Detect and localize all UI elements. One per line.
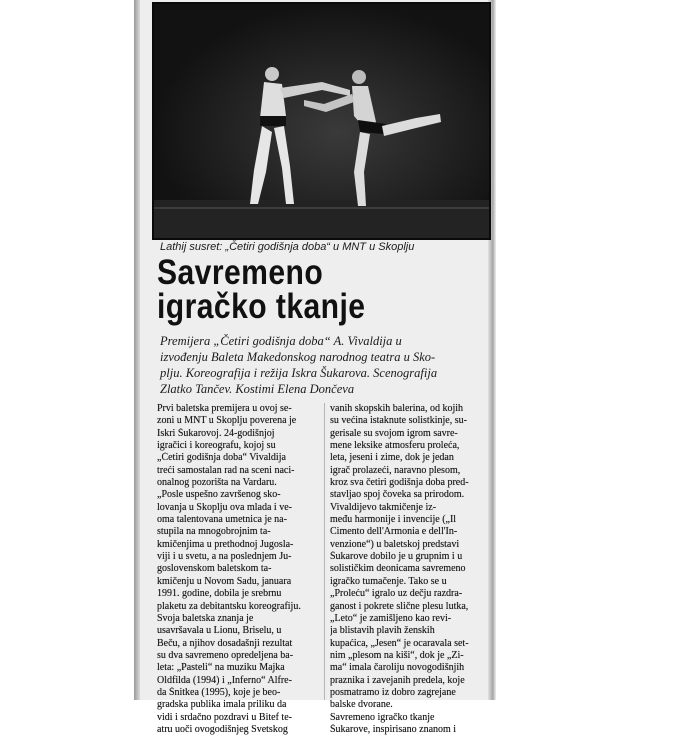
text-line: kroz sva četiri godišnja doba pred- (330, 477, 469, 489)
photo-caption: Lathij susret: „Četiri godišnja doba“ u MNT u Skoplju (160, 241, 415, 253)
text-line: među harmonije i invencije („Il (330, 514, 457, 526)
text-line: Šukarove dobilo je u grupnim i u (330, 551, 463, 563)
headline-line: igračko tkanje (157, 287, 366, 326)
text-line: „Posle uspešno završenog sko- (157, 489, 281, 501)
text-line: Oldfilda (1994) i „Inferno“ Alfre- (157, 674, 292, 686)
article-column-right (330, 403, 490, 736)
text-line: kupaćica, „Jesen“ je ocaravala set- (330, 637, 469, 649)
text-line: praznika i zavejanih predela, koje (330, 674, 465, 686)
text-line: igrač prolazeći, naravno plesom, (330, 464, 461, 476)
text-line: su dva savremeno opredeljena ba- (157, 649, 294, 661)
text-line: usavršavala u Lionu, Briselu, u (157, 625, 282, 637)
lead-line: Zlatko Tančev. Kostimi Elena Dončeva (160, 382, 355, 396)
text-line: onalnog pozorišta na Vardaru. (157, 477, 277, 489)
text-line: kmičenjima u prethodnoj Jugosla- (157, 538, 294, 550)
text-line: balske dvorane. (330, 699, 393, 711)
text-line: zoni u MNT u Skoplju poverena je (157, 415, 297, 427)
text-line: Prvi baletska premijera u ovoj se- (157, 403, 292, 414)
text-line: vidi i srdačno pozdravi u Bitef te- (157, 711, 292, 723)
text-line: leta, jeseni i zime, dok je jedan (330, 452, 454, 464)
article-column-left (157, 403, 317, 736)
text-line: lovanja u Skoplju ova mlada i ve- (157, 501, 292, 513)
text-line: Savremeno igračko tkanje (330, 711, 435, 723)
text-line: 1991. godine, dobila je srebrnu (157, 588, 282, 600)
article-lead (160, 333, 490, 397)
text-line: Beču, a njihov dosadašnji rezultat (157, 637, 293, 649)
text-line: Šukarove, inspirisano znanom i (330, 723, 457, 735)
article-headline (157, 253, 449, 326)
text-line: „Proleću“ igralo uz dečju razdra- (330, 588, 463, 600)
text-line: viji i u svetu, a na poslednjem Ju- (157, 551, 292, 563)
text-line: stavljao spoj čoveka sa prirodom. (330, 489, 465, 501)
text-line: „Leto“ je zamišljeno kao revi- (330, 612, 452, 624)
text-line: da Šnitkea (1995), koje je beo- (157, 686, 281, 698)
text-line: igračici i koreografu, kojoj su (157, 440, 276, 452)
text-line: Svoja baletska znanja je (157, 612, 254, 624)
text-line: vanih skopskih balerina, od kojih (330, 403, 464, 414)
text-line: atru uoči ovogodišnjeg Svetskog (157, 723, 288, 735)
text-line: nim „plesom na kiši“, dok je „Zi- (330, 649, 464, 661)
text-line: ganost i pokrete slične plesu lutka, (330, 600, 469, 612)
text-line: solističkim deonicama savremeno (330, 563, 466, 575)
text-line: posmatramo iz dobro zagrejane (330, 686, 456, 698)
lead-line: plju. Koreografija i režija Iskra Šukarova. Scenografija (160, 366, 438, 380)
ballet-photo (152, 2, 491, 240)
text-line: su većina istaknute solistkinje, su- (330, 415, 467, 427)
lead-line: Premijera „Četiri godišnja doba“ A. Vivaldija u (160, 334, 402, 348)
text-line: stupila na mnogobrojnim ta- (157, 526, 271, 538)
text-line: kmičenju u Novom Sadu, januara (157, 575, 292, 587)
text-line: ma“ imala čaroliju novogodišnjih (330, 662, 465, 674)
column-divider (324, 403, 325, 700)
ballet-dancers-image (154, 4, 489, 238)
text-line: gradska publika imala priliku da (157, 699, 287, 711)
text-line: oma talentovana umetnica je na- (157, 514, 287, 526)
text-line: venzione“) u baletskoj predstavi (330, 538, 460, 550)
text-line: mene leksike atmosferu proleća, (330, 440, 460, 452)
text-line: Vivaldijevo takmičenje iz- (330, 501, 437, 513)
text-line: leta: „Pasteli“ na muziku Majka (157, 662, 285, 674)
text-line: gerisale su svojom igrom savre- (330, 427, 458, 439)
text-line: plaketu za debitantsku koreografiju. (157, 600, 301, 612)
text-line: Iskri Šukarovoj. 24-godišnjoj (157, 427, 275, 439)
text-line: „Četiri godišnja doba“ Vivaldija (157, 452, 286, 464)
text-line: treći samostalan rad na sceni naci- (157, 464, 295, 476)
text-line: igračko tumačenje. Tako se u (330, 575, 447, 587)
text-line: ja blistavih plavih ženskih (330, 625, 435, 637)
clipping-left-shadow (134, 0, 140, 700)
headline-line: Savremeno (157, 253, 324, 292)
lead-line: izvođenju Baleta Makedonskog narodnog teatra u Sko- (160, 350, 436, 364)
text-line: Cimento dell'Armonia e dell'In- (330, 526, 458, 538)
text-line: goslovenskom baletskom ta- (157, 563, 272, 575)
